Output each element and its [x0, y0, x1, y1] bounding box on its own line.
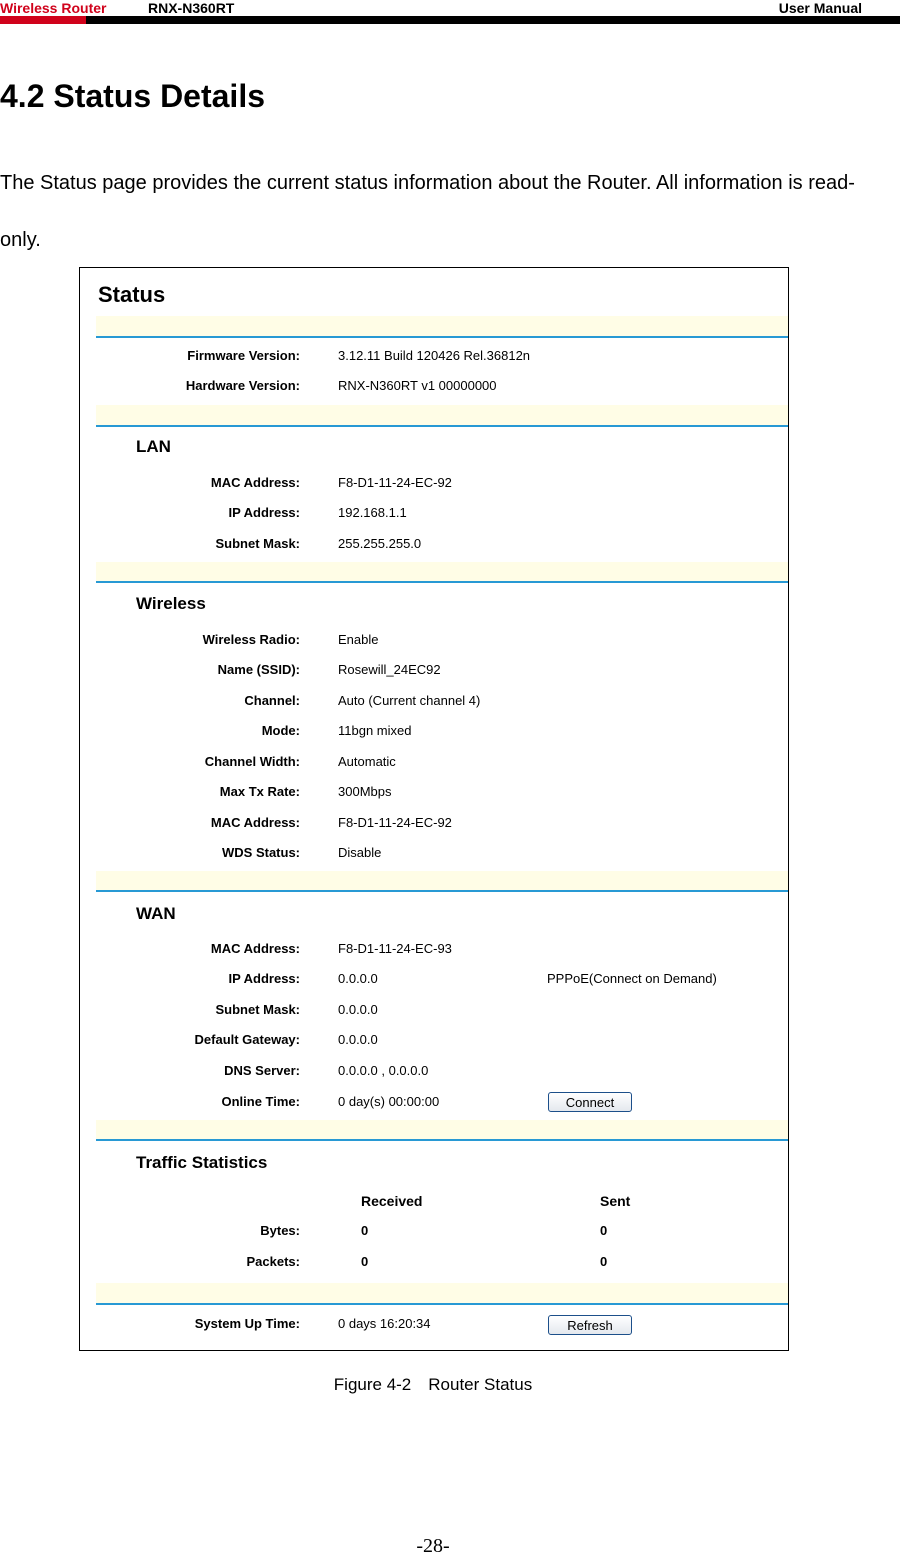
wan-online-value: 0 day(s) 00:00:00	[338, 1094, 440, 1109]
wireless-mac-label: MAC Address:	[210, 815, 300, 830]
uptime-label: System Up Time:	[194, 1316, 300, 1331]
traffic-packets-label: Packets:	[246, 1254, 300, 1269]
lan-mac-label: MAC Address:	[210, 475, 300, 490]
section-divider	[96, 581, 788, 583]
header-brand: Wireless Router	[0, 0, 107, 16]
wan-mask-label: Subnet Mask:	[215, 1002, 300, 1017]
connect-button[interactable]: Connect	[548, 1092, 632, 1112]
traffic-packets-received: 0	[361, 1254, 369, 1269]
wan-mac-value: F8-D1-11-24-EC-93	[338, 941, 452, 956]
wireless-channel-label: Channel:	[244, 693, 300, 708]
wireless-width-label: Channel Width:	[204, 754, 300, 769]
section-divider	[96, 1139, 788, 1141]
hardware-label: Hardware Version:	[185, 378, 300, 393]
wireless-ssid-label: Name (SSID):	[217, 662, 300, 677]
wireless-heading: Wireless	[136, 594, 206, 613]
section-band	[96, 871, 788, 891]
firmware-value: 3.12.11 Build 120426 Rel.36812n	[338, 348, 531, 363]
traffic-col-sent: Sent	[600, 1193, 631, 1209]
header-bar-black	[86, 16, 900, 24]
wan-dns-label: DNS Server:	[224, 1063, 300, 1078]
traffic-col-received: Received	[361, 1193, 423, 1209]
section-band	[96, 316, 788, 336]
wan-mac-label: MAC Address:	[210, 941, 300, 956]
running-header	[0, 0, 900, 26]
wireless-mode-value: 11bgn mixed	[338, 723, 412, 738]
intro-paragraph: The Status page provides the current status information about the Router. All information is read-only.	[0, 172, 855, 251]
section-title: 4.2 Status Details	[0, 78, 265, 114]
section-divider	[96, 890, 788, 892]
refresh-button[interactable]: Refresh	[548, 1315, 632, 1335]
traffic-bytes-received: 0	[361, 1223, 369, 1238]
header-bar-red	[0, 16, 86, 24]
wireless-txrate-label: Max Tx Rate:	[219, 784, 300, 799]
hardware-value: RNX-N360RT v1 00000000	[338, 378, 497, 393]
wireless-wds-label: WDS Status:	[222, 845, 300, 860]
section-band	[96, 562, 788, 582]
traffic-bytes-sent: 0	[600, 1223, 608, 1238]
section-band	[96, 405, 788, 425]
lan-mask-value: 255.255.255.0	[338, 536, 422, 551]
lan-mask-label: Subnet Mask:	[215, 536, 300, 551]
wan-online-label: Online Time:	[221, 1094, 300, 1109]
status-page-title: Status	[98, 282, 166, 307]
wireless-wds-value: Disable	[338, 845, 382, 860]
lan-ip-label: IP Address:	[228, 505, 300, 520]
uptime-value: 0 days 16:20:34	[338, 1316, 431, 1331]
wan-ip-value: 0.0.0.0	[338, 971, 378, 986]
wan-gateway-value: 0.0.0.0	[338, 1032, 378, 1047]
wan-gateway-label: Default Gateway:	[194, 1032, 300, 1047]
wan-connection-type: PPPoE(Connect on Demand)	[547, 971, 717, 986]
lan-ip-value: 192.168.1.1	[338, 505, 407, 520]
firmware-label: Firmware Version:	[187, 348, 300, 363]
wan-dns-value: 0.0.0.0 , 0.0.0.0	[338, 1063, 429, 1078]
traffic-heading: Traffic Statistics	[136, 1153, 268, 1172]
wan-heading: WAN	[136, 904, 176, 923]
wireless-radio-label: Wireless Radio:	[202, 632, 300, 647]
wireless-radio-value: Enable	[338, 632, 379, 647]
figure-caption: Figure 4-2 Router Status	[333, 1375, 533, 1394]
wireless-ssid-value: Rosewill_24EC92	[338, 662, 441, 677]
section-band	[96, 1283, 788, 1303]
traffic-bytes-label: Bytes:	[260, 1223, 300, 1238]
page-number: -28-	[416, 1535, 450, 1557]
wan-mask-value: 0.0.0.0	[338, 1002, 378, 1017]
lan-mac-value: F8-D1-11-24-EC-92	[338, 475, 452, 490]
wireless-mode-label: Mode:	[261, 723, 300, 738]
header-model: RNX-N360RT	[148, 0, 235, 16]
section-band	[96, 1120, 788, 1140]
section-divider	[96, 336, 788, 338]
header-doc-title: User Manual	[778, 0, 862, 16]
section-divider	[96, 425, 788, 427]
traffic-packets-sent: 0	[600, 1254, 608, 1269]
wireless-channel-value: Auto (Current channel 4)	[338, 693, 481, 708]
wan-ip-label: IP Address:	[228, 971, 300, 986]
wireless-txrate-value: 300Mbps	[338, 784, 392, 799]
router-status-figure	[79, 267, 789, 1351]
wireless-width-value: Automatic	[338, 754, 396, 769]
lan-heading: LAN	[136, 437, 171, 456]
section-divider	[96, 1303, 788, 1305]
wireless-mac-value: F8-D1-11-24-EC-92	[338, 815, 452, 830]
